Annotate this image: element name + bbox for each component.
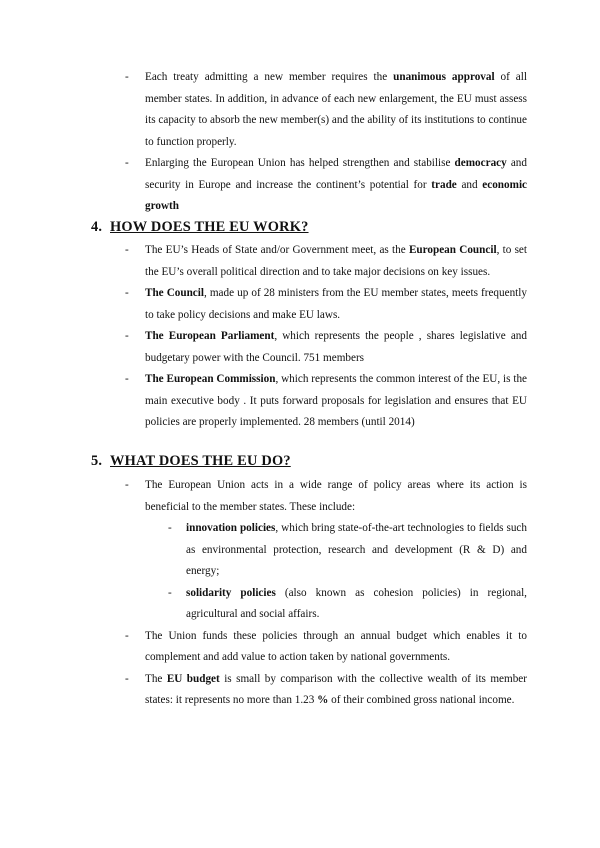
text-run: and security in Europe and increase the continent’s potential for [145,157,527,191]
text-run: The European Union acts in a wide range of policy areas where its action is beneficial to the member states. These include: [145,479,527,513]
bold-text: % [317,694,329,706]
text-run: The EU’s Heads of State and/or Government meet, as the [145,244,409,256]
paragraph-text [145,475,527,518]
bullet-dash: - [125,157,129,169]
text-run: The [145,672,167,685]
text-run: of all member states. In addition, in advance of each new enlargement, the EU must assess its capacity to absorb the new member(s) and the ability of its institutions to continue to function properly. [145,71,527,148]
bullet-dash: - [168,586,172,599]
list-item [127,153,527,218]
sub-list-item [168,518,527,583]
bullet-dash: - [168,522,172,534]
section-title: HOW DOES THE EU WORK? [110,219,309,235]
bullet-dash: - [125,330,129,342]
paragraph-text [145,326,527,369]
text-run: , which represents the people , shares legislative and budgetary power with the Council. 751 members [145,330,527,364]
list-item [127,67,527,153]
section-title: WHAT DOES THE EU DO? [110,453,291,469]
paragraph-text [145,626,527,669]
text-run: and [456,178,483,191]
bullet-dash: - [125,244,129,256]
bold-text: economic growth [145,178,528,212]
list-item [127,240,527,283]
list-item [127,626,527,669]
bullet-dash: - [125,672,129,685]
bold-text: trade [431,178,457,191]
bullet-dash: - [125,287,129,299]
section-heading-4 [0,219,600,239]
text-run: Each treaty admitting a new member requires the [145,71,394,83]
sub-list-item [168,583,527,626]
bold-text: democracy [454,157,507,169]
paragraph-text [145,283,527,326]
text-run: , to set the EU’s overall political direction and to take major decisions on key issues. [145,244,527,278]
section-4-list [0,240,600,434]
paragraph-text [145,67,527,153]
section-5-list [0,475,600,712]
top-bullet-list [0,67,600,218]
list-item [127,326,527,369]
list-item [127,475,527,518]
paragraph-text [186,583,527,626]
paragraph-text [145,369,527,434]
bold-text: The Council [145,287,204,299]
paragraph-text [145,153,527,218]
text-run: , made up of 28 ministers from the EU member states, meets frequently to take policy decisions and make EU laws. [145,287,527,321]
text-run: is small by comparison with the collective wealth of its member states: it represents no more than 1.23 [145,672,527,706]
section-heading-5 [0,453,600,473]
list-item [127,283,527,326]
text-run: Enlarging the European Union has helped strengthen and stabilise [145,157,455,169]
bullet-dash: - [125,373,129,385]
paragraph-text [145,669,527,712]
text-run: The Union funds these policies through an annual budget which enables it to complement and add value to action taken by national governments. [145,629,527,663]
bold-text: unanimous approval [393,71,495,83]
bullet-dash: - [125,479,129,491]
text-run: of their combined gross national income. [328,694,515,706]
text-run: (also known as cohesion policies) in regional, agricultural and social affairs. [186,586,527,620]
list-item [127,669,527,712]
paragraph-text [186,518,527,583]
bold-text: The European Parliament [145,330,275,342]
paragraph-text [145,240,527,283]
text-run: , which represents the common interest of the EU, is the main executive body . It puts forward proposals for legislation and ensures that EU policies are properly implemented. 28 members (until 2014) [145,373,528,428]
bold-text: solidarity policies [186,586,276,599]
text-run: , which bring state-of-the-art technologies to fields such as environmental protection, research and development (R & D) and energy; [186,522,527,577]
bold-text: innovation policies [186,522,276,534]
bold-text: European Council [408,244,497,256]
bold-text: The European Commission [145,373,276,385]
bullet-dash: - [125,629,129,642]
section-number: 5. [91,453,103,469]
section-number: 4. [91,219,103,235]
bullet-dash: - [125,71,129,83]
bold-text: EU budget [166,672,220,685]
list-item [127,369,527,434]
